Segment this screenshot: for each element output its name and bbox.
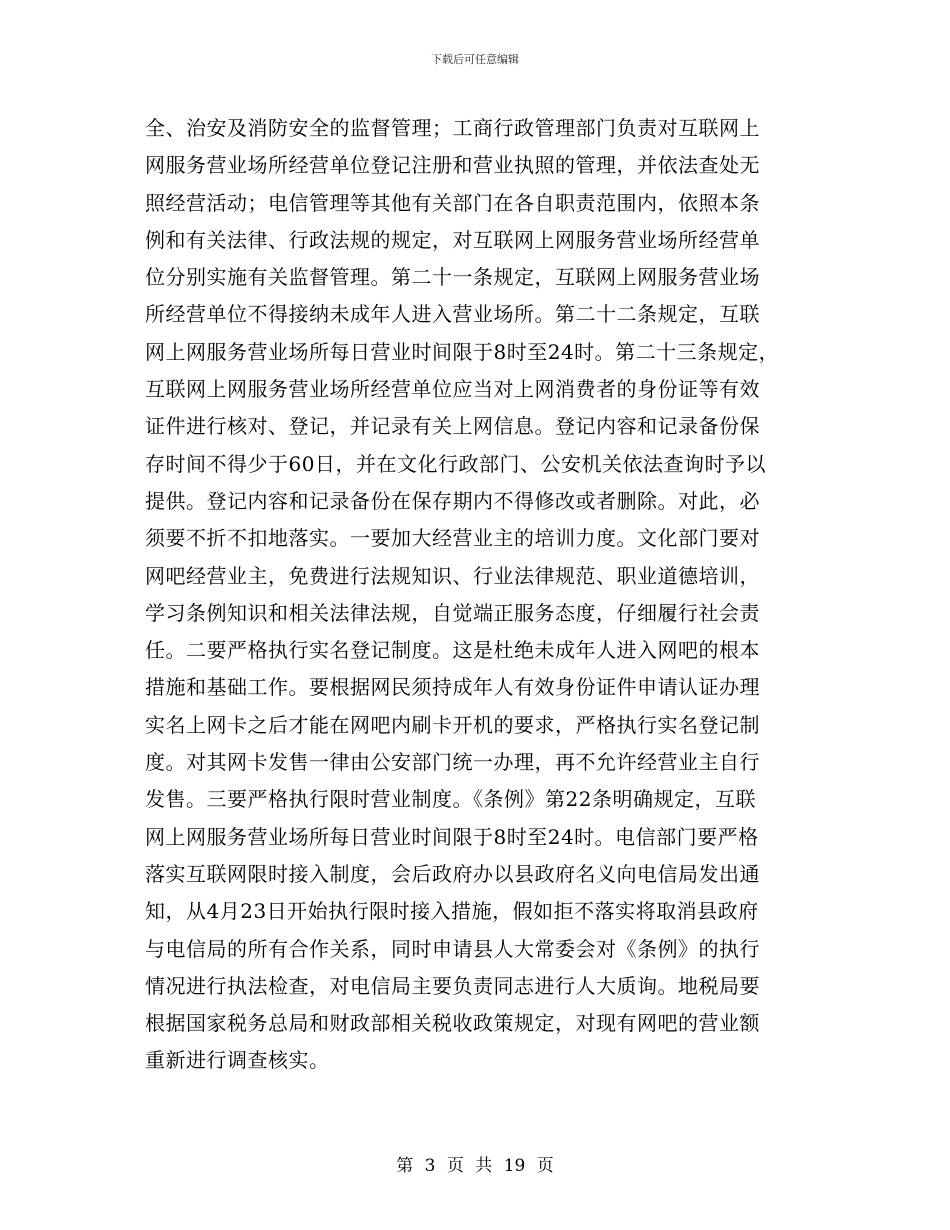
- text-line: 证件进行核对、登记，并记录有关上网信息。登记内容和记录备份保: [145, 414, 760, 439]
- text-line: 网吧经营业主，免费进行法规知识、行业法律规范、职业道德培训，: [145, 563, 760, 588]
- text-line: 须要不折不扣地落实。一要加大经营业主的培训力度。文化部门要对: [145, 526, 760, 551]
- text-line: 知，从4月23日开始执行限时接入措施，假如拒不落实将取消县政府: [145, 899, 759, 924]
- text-line: 网上网服务营业场所每日营业时间限于8时至24时。第二十三条规定，: [145, 339, 780, 364]
- text-line: 所经营单位不得接纳未成年人进入营业场所。第二十二条规定，互联: [145, 302, 760, 327]
- text-line: 发售。三要严格执行限时营业制度。《条例》第22条明确规定，互联: [145, 787, 756, 812]
- text-line: 提供。登记内容和记录备份在保存期内不得修改或者删除。对此，必: [145, 488, 760, 513]
- text-line: 例和有关法律、行政法规的规定，对互联网上网服务营业场所经营单: [145, 227, 760, 252]
- text-line: 照经营活动；电信管理等其他有关部门在各自职责范围内，依照本条: [145, 190, 760, 215]
- text-line: 与电信局的所有合作关系，同时申请县人大常委会对《条例》的执行: [145, 936, 760, 961]
- text-line: 存时间不得少于60日，并在文化行政部门、公安机关依法查询时予以: [145, 451, 766, 476]
- text-line: 学习条例知识和相关法律法规，自觉端正服务态度，仔细履行社会责: [145, 600, 760, 625]
- text-line: 网上网服务营业场所每日营业时间限于8时至24时。电信部门要严格: [145, 824, 759, 849]
- text-line: 度。对其网卡发售一律由公安部门统一办理，再不允许经营业主自行: [145, 750, 760, 775]
- text-line: 情况进行执法检查，对电信局主要负责同志进行人大质询。地税局要: [145, 973, 760, 998]
- text-line: 重新进行调查核实。: [145, 1048, 330, 1073]
- text-line: 位分别实施有关监督管理。第二十一条规定，互联网上网服务营业场: [145, 265, 760, 290]
- text-line: 任。二要严格执行实名登记制度。这是杜绝未成年人进入网吧的根本: [145, 638, 760, 663]
- page-header: 下载后可任意编辑: [431, 53, 519, 66]
- text-line: 实名上网卡之后才能在网吧内刷卡开机的要求，严格执行实名登记制: [145, 712, 760, 737]
- document-body: [145, 110, 805, 1080]
- text-line: 措施和基础工作。要根据网民须持成年人有效身份证件申请认证办理: [145, 675, 760, 700]
- text-line: 落实互联网限时接入制度，会后政府办以县政府名义向电信局发出通: [145, 861, 760, 886]
- text-line: 互联网上网服务营业场所经营单位应当对上网消费者的身份证等有效: [145, 377, 760, 402]
- text-line: 根据国家税务总局和财政部相关税收政策规定，对现有网吧的营业额: [145, 1011, 760, 1036]
- text-line: 全、治安及消防安全的监督管理；工商行政管理部门负责对互联网上: [145, 116, 760, 140]
- page-number: 第 3 页 共 19 页: [396, 1156, 554, 1176]
- text-line: 网服务营业场所经营单位登记注册和营业执照的管理，并依法查处无: [145, 153, 760, 178]
